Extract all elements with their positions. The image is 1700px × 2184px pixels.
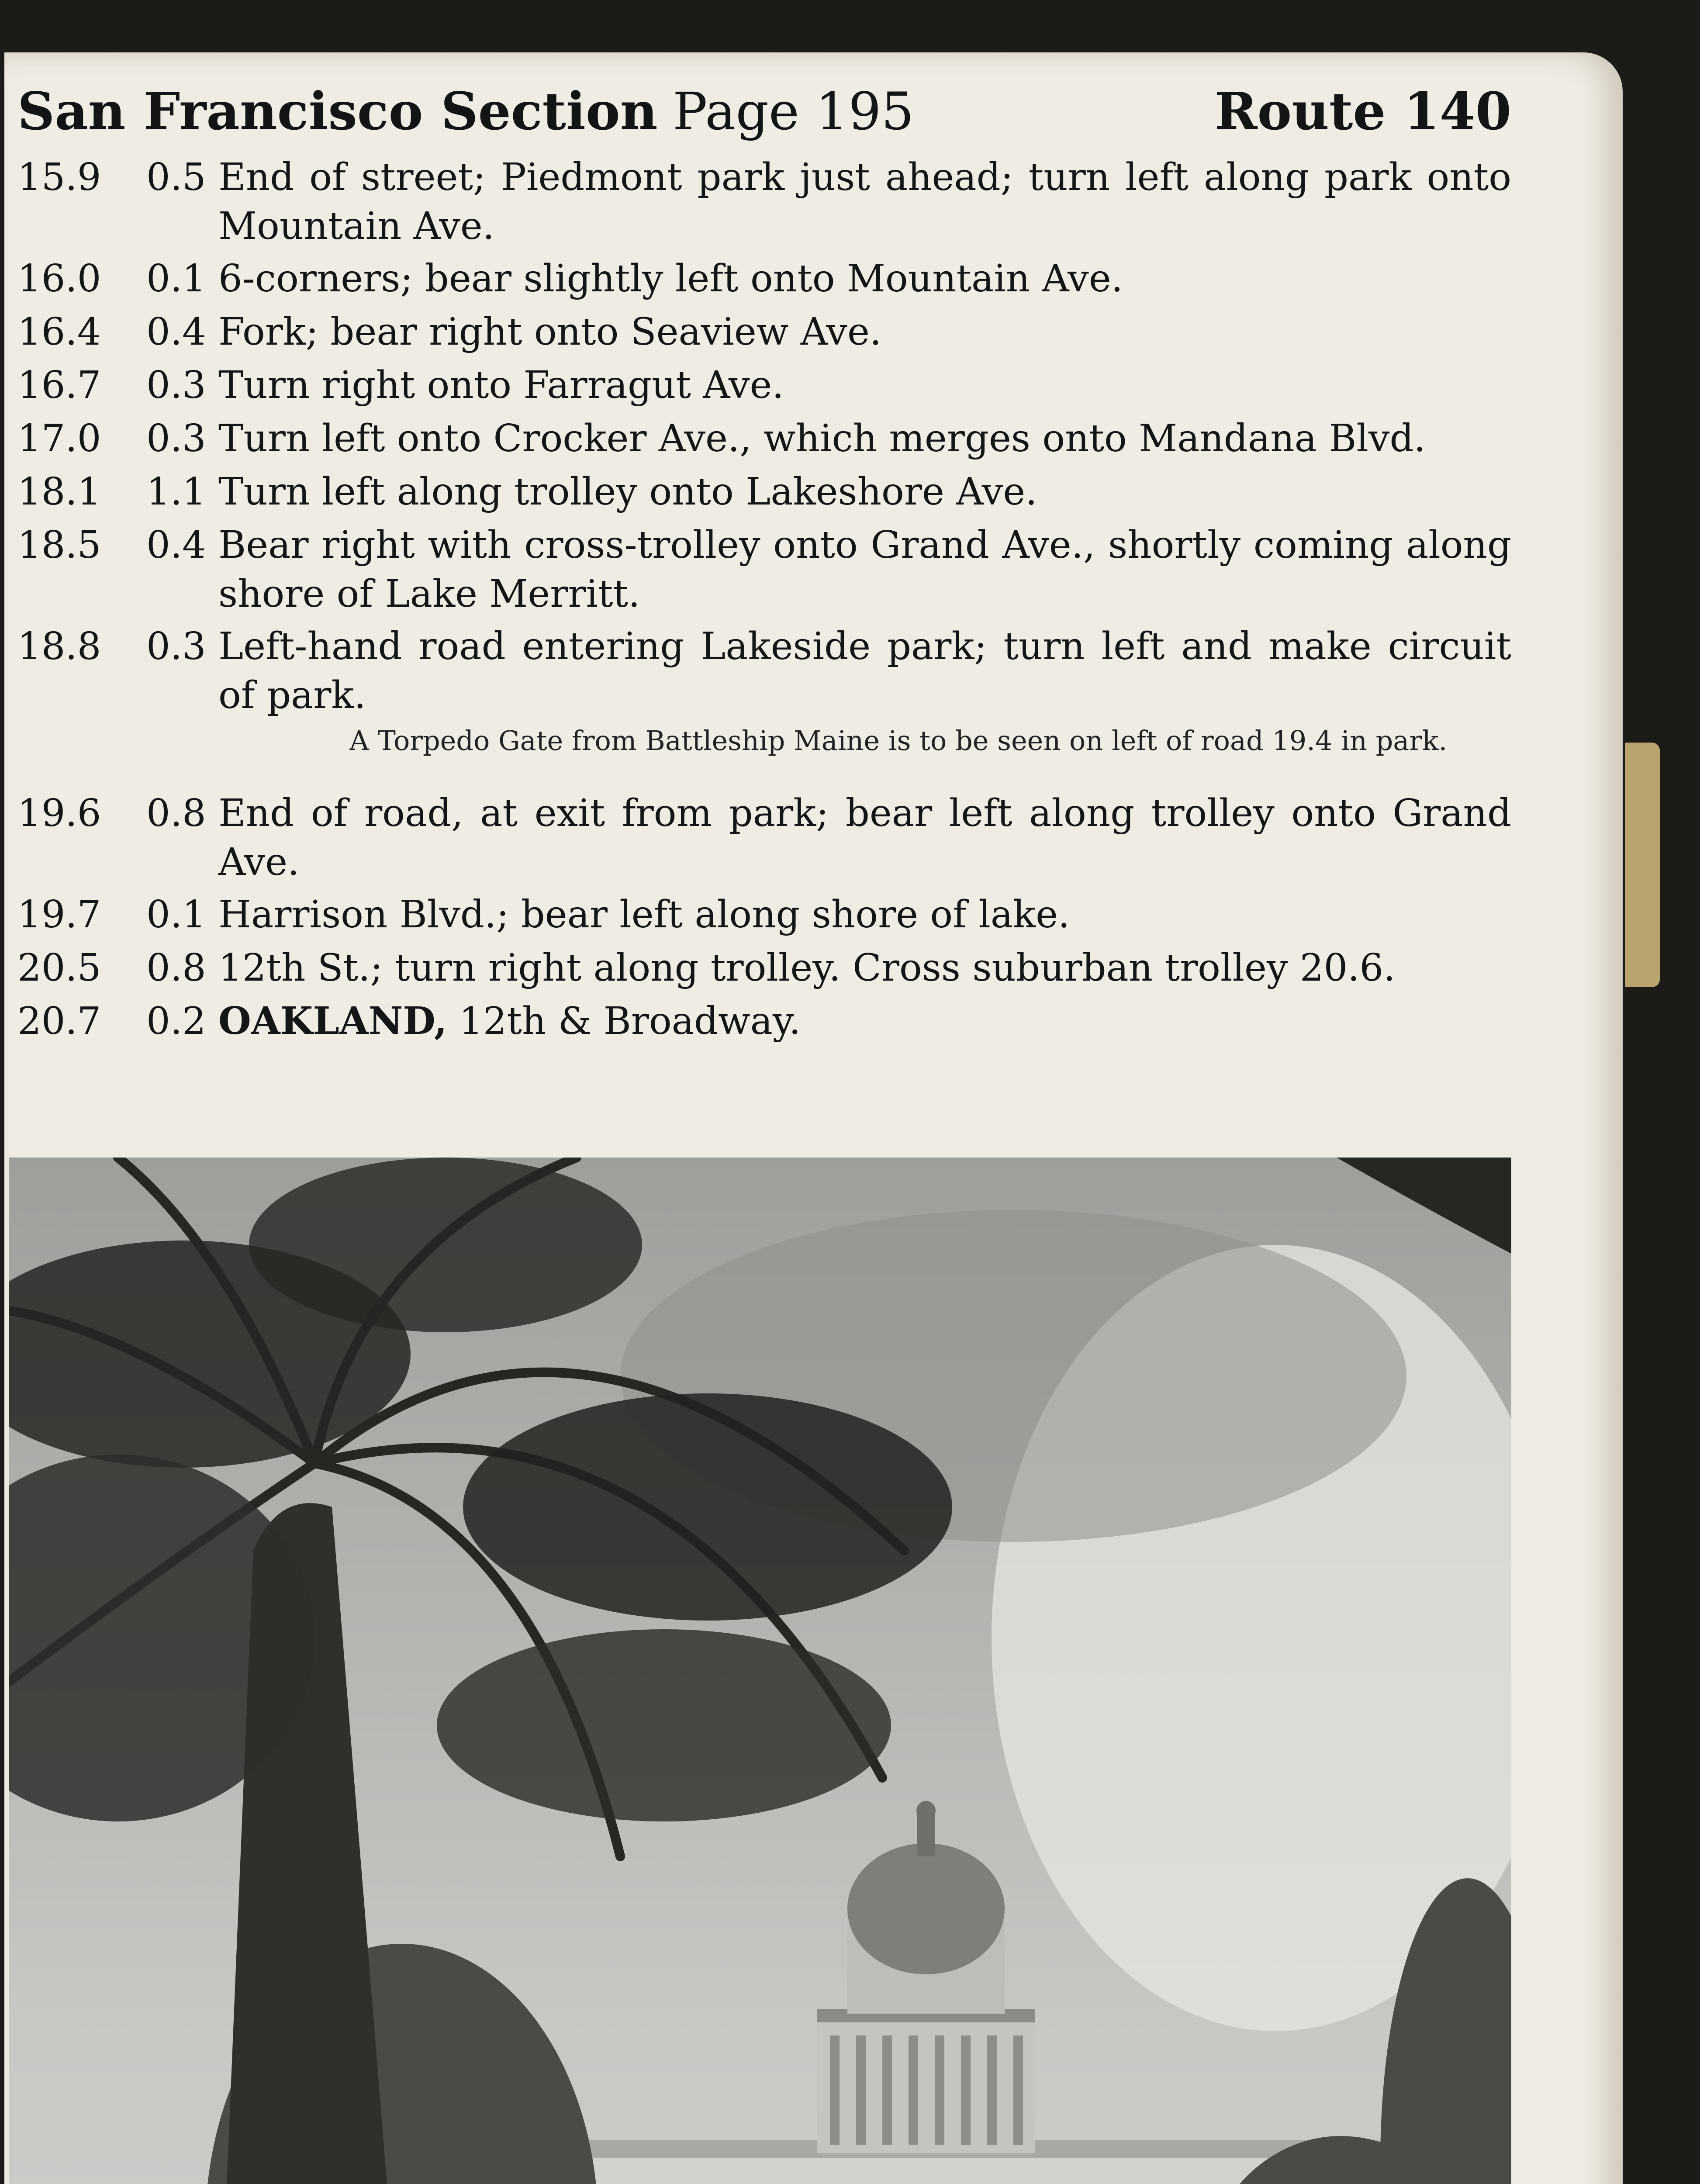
direction-text: Left-hand road entering Lakeside park; turn left and make circuit of park. — [218, 625, 1511, 717]
route-directions — [4, 153, 1621, 1050]
mileage: 20.5 — [17, 946, 101, 990]
capitol-photograph — [9, 1158, 1511, 2184]
distance: 0.4 — [146, 523, 206, 567]
mileage: 19.6 — [17, 791, 101, 835]
direction-text: Fork; bear right onto Seaview Ave. — [218, 310, 882, 354]
direction-text — [218, 997, 1511, 1046]
page-tab — [1625, 743, 1660, 987]
mileage: 15.9 — [17, 156, 101, 199]
direction-text: Turn left along trolley onto Lakeshore Ave. — [218, 470, 1037, 514]
mileage: 16.4 — [17, 310, 101, 354]
direction-row — [4, 997, 1621, 1050]
mileage: 18.5 — [17, 523, 101, 567]
page-number: Page 195 — [673, 81, 914, 142]
section-title: San Francisco Section — [17, 81, 658, 142]
distance: 0.8 — [146, 946, 206, 990]
mileage: 18.1 — [17, 470, 101, 514]
direction-row — [4, 622, 1621, 723]
direction-row — [4, 467, 1621, 521]
route-number: Route 140 — [1214, 81, 1511, 142]
distance: 0.1 — [146, 257, 206, 301]
distance: 0.1 — [146, 893, 206, 936]
mileage: 17.0 — [17, 417, 101, 460]
direction-row — [4, 153, 1621, 254]
direction-row — [4, 414, 1621, 467]
direction-text: Bear right with cross-trolley onto Grand Ave., shortly coming along shore of Lake Merritt. — [218, 523, 1511, 616]
distance: 0.3 — [146, 417, 206, 460]
torpedo-gate-note — [4, 723, 1621, 789]
direction-text: Turn left onto Crocker Ave., which merges onto Mandana Blvd. — [218, 417, 1426, 460]
distance: 0.3 — [146, 625, 206, 668]
distance: 0.8 — [146, 791, 206, 835]
destination-address: 12th & Broadway. — [447, 999, 801, 1043]
direction-row — [4, 789, 1621, 890]
distance: 1.1 — [146, 470, 206, 514]
distance: 0.5 — [146, 156, 206, 199]
mileage: 16.7 — [17, 363, 101, 407]
distance: 0.3 — [146, 363, 206, 407]
distance: 0.2 — [146, 999, 206, 1043]
direction-row — [4, 521, 1621, 622]
distance: 0.4 — [146, 310, 206, 354]
note-text: A Torpedo Gate from Battleship Maine is to be seen on left of road 19.4 in park. — [349, 725, 1448, 757]
direction-row — [4, 890, 1621, 943]
direction-text: Harrison Blvd.; bear left along shore of lake. — [218, 893, 1070, 936]
direction-row — [4, 308, 1621, 361]
guidebook-page — [4, 52, 1623, 2184]
mileage: 20.7 — [17, 999, 101, 1043]
page-header — [17, 76, 1511, 146]
mileage: 18.8 — [17, 625, 101, 668]
mileage: 19.7 — [17, 893, 101, 936]
direction-row — [4, 361, 1621, 414]
direction-text: 6-corners; bear slightly left onto Mountain Ave. — [218, 257, 1123, 301]
direction-row — [4, 943, 1621, 997]
photo-illustration — [9, 1158, 1511, 2184]
direction-text: Turn right onto Farragut Ave. — [218, 363, 784, 407]
direction-text: End of street; Piedmont park just ahead; turn left along park onto Mountain Ave. — [218, 156, 1511, 248]
direction-text: 12th St.; turn right along trolley. Cross suburban trolley 20.6. — [218, 946, 1396, 990]
direction-row — [4, 254, 1621, 308]
destination-name: OAKLAND, — [218, 999, 447, 1043]
mileage: 16.0 — [17, 257, 101, 301]
direction-text: End of road, at exit from park; bear left along trolley onto Grand Ave. — [218, 791, 1511, 884]
